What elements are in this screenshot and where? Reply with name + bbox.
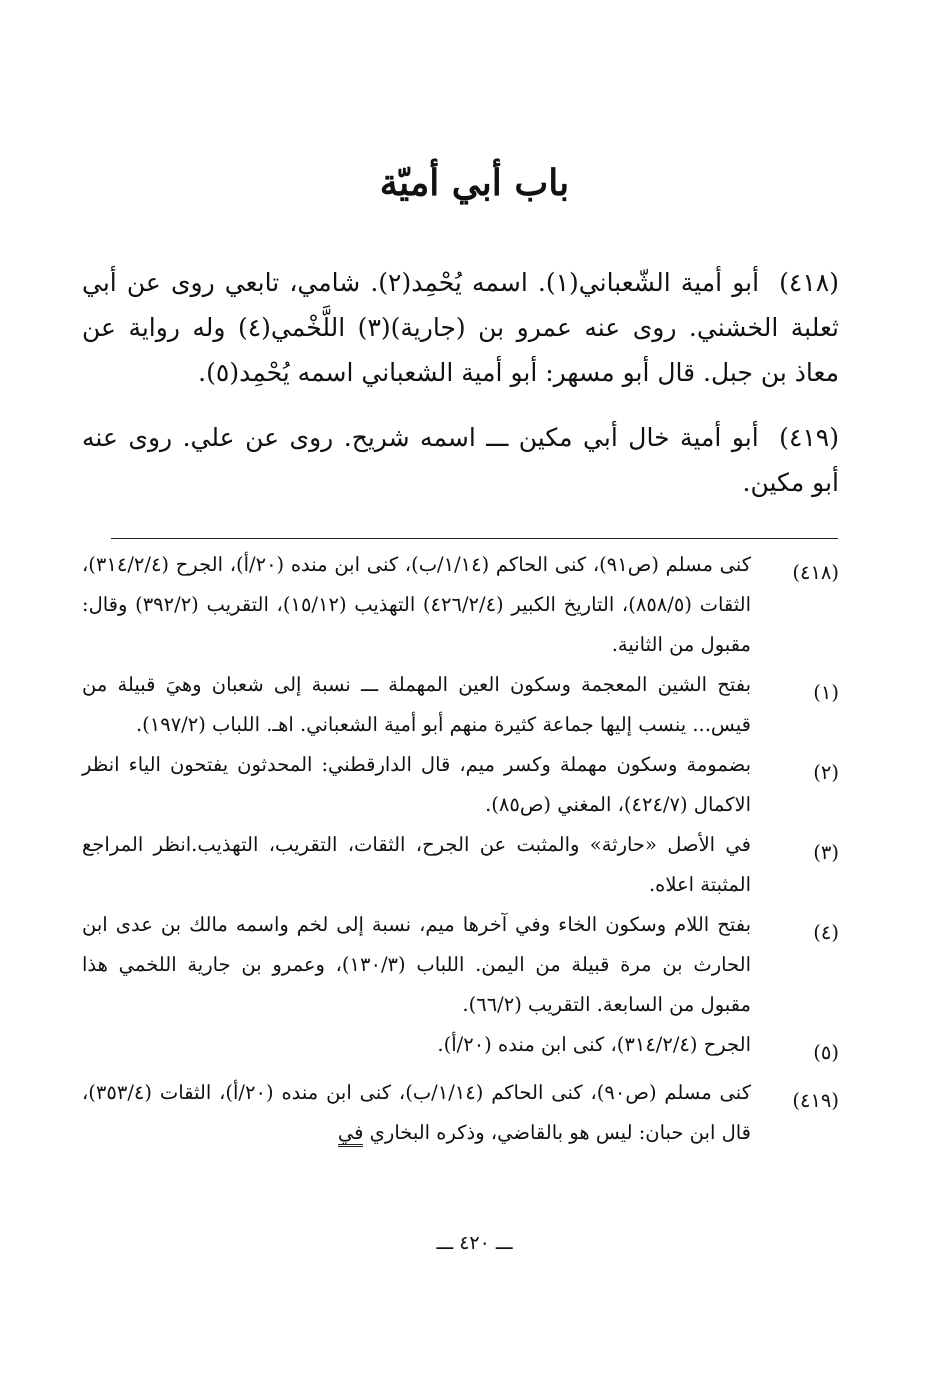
footnote-1	[82, 665, 839, 745]
footnote-4	[82, 905, 839, 1025]
footnote-3	[82, 825, 839, 905]
footnote-body: كنى مسلم (ص٩٠)، كنى الحاكم (١/١٤/ب)، كنى ابن منده (٢٠/أ)، الثقات (٣٥٣/٤)، قال ابن حبان: ليس هو بالقاضي، وذكره البخاري	[82, 1081, 751, 1144]
footnote-number: (١)	[813, 681, 839, 704]
footnote-2	[82, 745, 839, 825]
chapter-title: باب أبي أميّة	[379, 162, 570, 204]
footnote-419	[82, 1073, 839, 1153]
footnote-text: في الأصل «حارثة» والمثبت عن الجرح، الثقات، التقريب، التهذيب.انظر المراجع المثبتة اعلاه.	[82, 833, 751, 896]
footnote-number: (٣)	[813, 841, 839, 864]
entry-418	[82, 260, 839, 395]
footnote-number: (٤)	[813, 921, 839, 944]
footnotes	[82, 545, 839, 1153]
footnote-text: بفتح اللام وسكون الخاء وفي آخرها ميم، نسبة إلى لخم واسمه مالك بن عدى ابن الحارث بن مرة قبيلة من اليمن. اللباب (١٣٠/٣)، وعمرو بن جارية اللخمي هذا مقبول من السابعة. التقريب (٦٦/٢).	[82, 913, 752, 1016]
entry-number: (٤١٨)	[779, 268, 839, 297]
footnote-number: (٥)	[813, 1041, 839, 1064]
catchword: في	[338, 1121, 364, 1147]
footnote-text	[82, 1073, 751, 1153]
footnote-number: (٢)	[813, 761, 839, 784]
entry-number: (٤١٩)	[779, 423, 839, 452]
page-number: ـــ ٤٢٠ ـــ	[436, 1232, 513, 1254]
footnote-text: كنى مسلم (ص٩١)، كنى الحاكم (١/١٤/ب)، كنى ابن منده (٢٠/أ)، الجرح (٣١٤/٢/٤)، الثقات (٨٥٨/٥)، التاريخ الكبير (٤٢٦/٢/٤) التهذيب (١٥/١٢)، التقريب (٣٩٢/٢) وقال: مقبول من الثانية.	[82, 553, 752, 656]
footnote-5	[82, 1025, 839, 1073]
footnote-text: بفتح الشين المعجمة وسكون العين المهملة ـــ نسبة إلى شعبان وهيَ قبيلة من قيس... ينسب إليها جماعة كثيرة منهم أبو أمية الشعباني. اهـ. اللباب (١٩٧/٢).	[82, 673, 751, 736]
footnote-text: بضمومة وسكون مهملة وكسر ميم، قال الدارقطني: المحدثون يفتحون الياء انظر الاكمال (٤٢٤/٧)، المغني (ص٨٥).	[82, 753, 751, 816]
entry-419	[82, 415, 839, 505]
entry-text: أبو أمية خال أبي مكين ـــ اسمه شريح. روى عن علي. روى عنه أبو مكين.	[82, 423, 839, 497]
footnote-text: الجرح (٣١٤/٢/٤)، كنى ابن منده (٢٠/أ).	[437, 1033, 751, 1056]
footnote-number: (٤١٨)	[792, 561, 839, 584]
footnote-418	[82, 545, 839, 665]
footnote-number: (٤١٩)	[792, 1089, 839, 1112]
entry-text: أبو أمية الشّعباني(١). اسمه يُحْمِد(٢). شامي، تابعي روى عن أبي ثعلبة الخشني. روى عنه عمرو بن (جارية)(٣) اللَّخْمي(٤) وله رواية عن معاذ بن جبل. قال أبو مسهر: أبو أمية الشعباني اسمه يُحْمِد(٥).	[82, 268, 839, 387]
footnote-separator	[111, 538, 838, 539]
